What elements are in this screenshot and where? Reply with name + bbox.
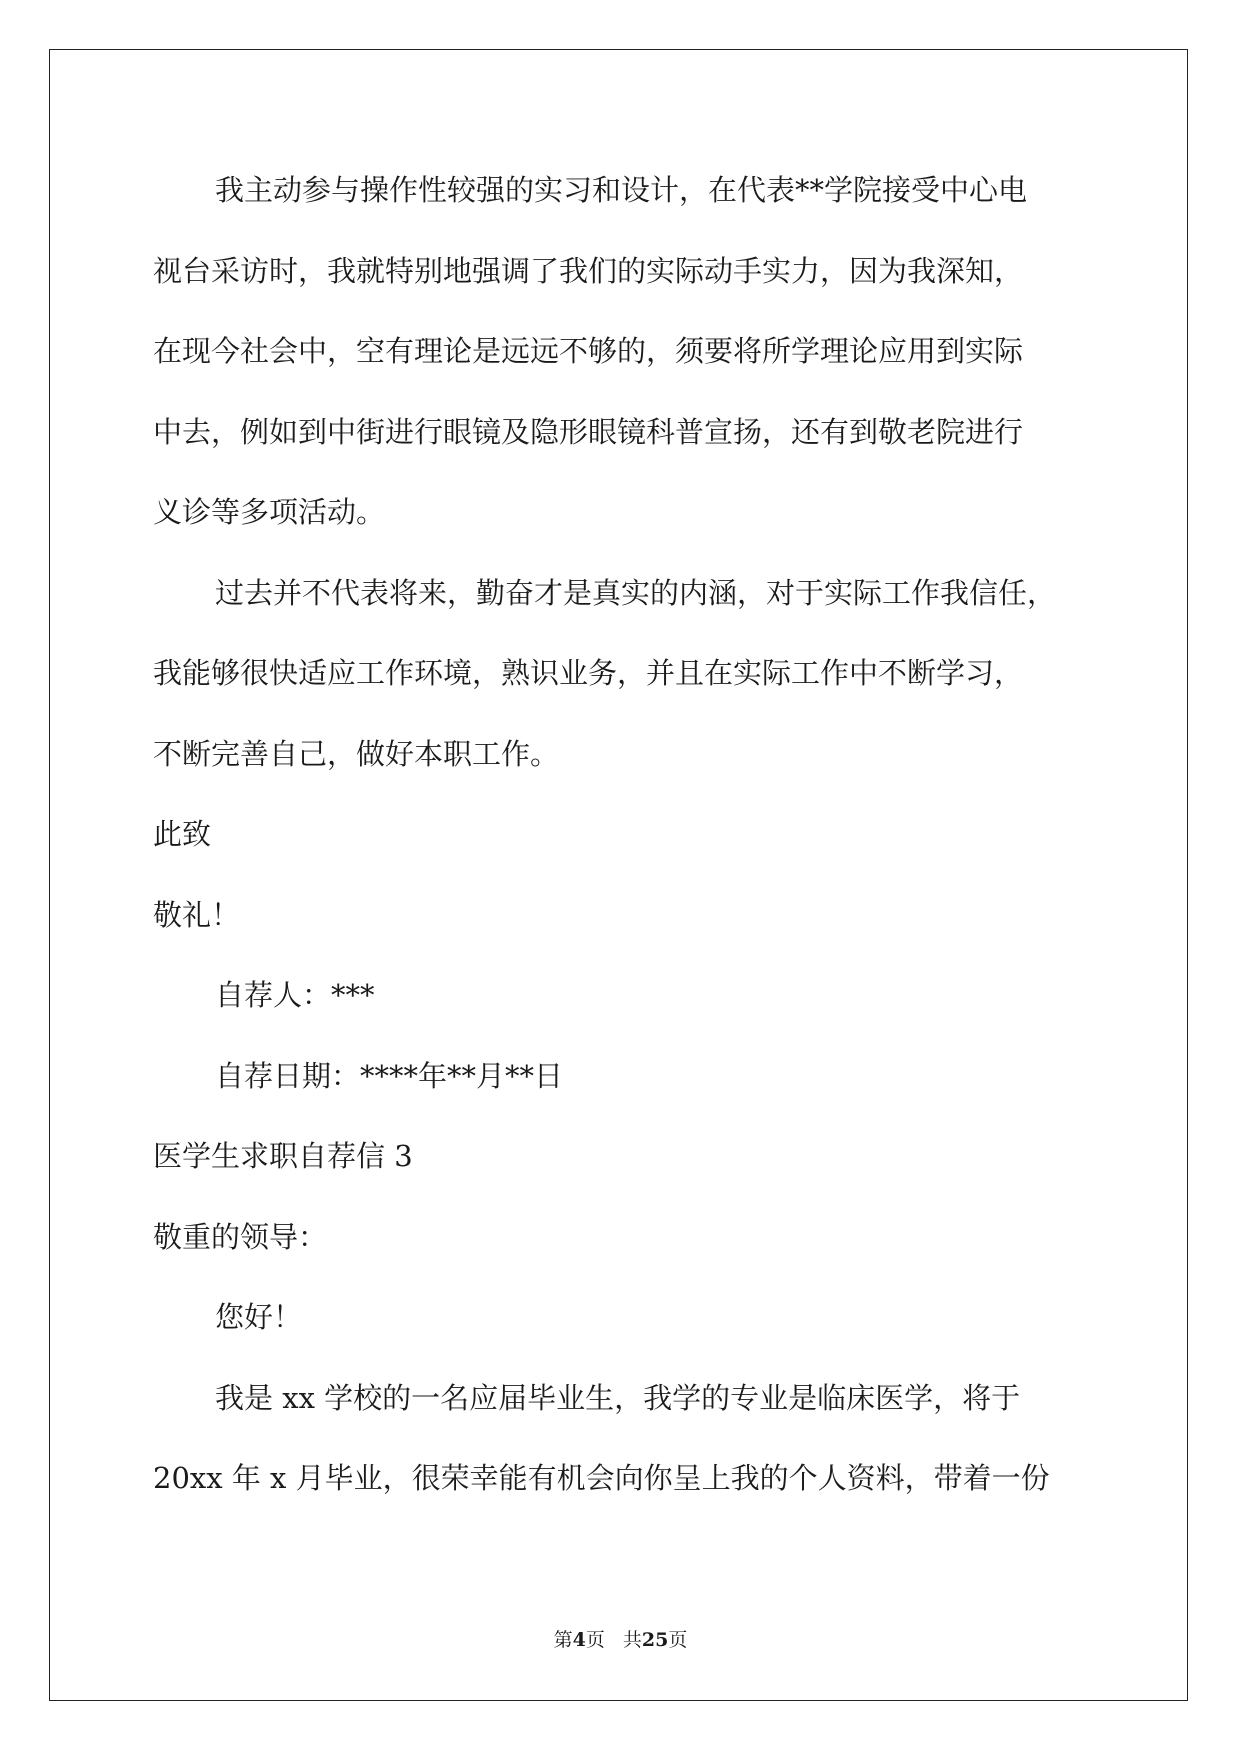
closing-salutation: 此致 (153, 817, 212, 851)
paragraph-line: 视台采访时，我就特别地强调了我们的实际动手实力，因为我深知， (153, 254, 1024, 288)
greeting-line: 敬重的领导： (153, 1220, 328, 1254)
page-prefix: 第 (553, 1629, 573, 1651)
paragraph-line: 我能够很快适应工作环境，熟识业务，并且在实际工作中不断学习， (153, 656, 1024, 690)
page-suffix: 页 (585, 1629, 605, 1651)
total-pages: 25 (641, 1629, 669, 1651)
date-line: 自荐日期：****年**月**日 (215, 1059, 564, 1093)
page-number: 4 (572, 1629, 586, 1651)
paragraph-line: 我主动参与操作性较强的实习和设计，在代表**学院接受中心电 (215, 173, 1028, 207)
paragraph-line: 我是 xx 学校的一名应届毕业生，我学的专业是临床医学，将于 (215, 1381, 1021, 1415)
paragraph-line: 义诊等多项活动。 (153, 495, 386, 529)
greeting-hello: 您好！ (215, 1300, 303, 1334)
paragraph-line: 过去并不代表将来，勤奋才是真实的内涵，对于实际工作我信任， (215, 576, 1057, 610)
paragraph-line: 20xx 年 x 月毕业，很荣幸能有机会向你呈上我的个人资料，带着一份 (153, 1461, 1050, 1495)
page-footer (0, 1631, 1241, 1650)
paragraph-line: 在现今社会中，空有理论是远远不够的，须要将所学理论应用到实际 (153, 334, 1024, 368)
total-prefix: 共 (622, 1629, 642, 1651)
signer-line: 自荐人：*** (215, 978, 375, 1012)
total-suffix: 页 (668, 1629, 688, 1651)
closing-regards: 敬礼！ (153, 898, 241, 932)
page-border (49, 49, 1188, 1701)
section-title: 医学生求职自荐信 3 (153, 1139, 413, 1173)
paragraph-line: 中去，例如到中街进行眼镜及隐形眼镜科普宣扬，还有到敬老院进行 (153, 415, 1024, 449)
paragraph-line: 不断完善自己，做好本职工作。 (153, 737, 560, 771)
